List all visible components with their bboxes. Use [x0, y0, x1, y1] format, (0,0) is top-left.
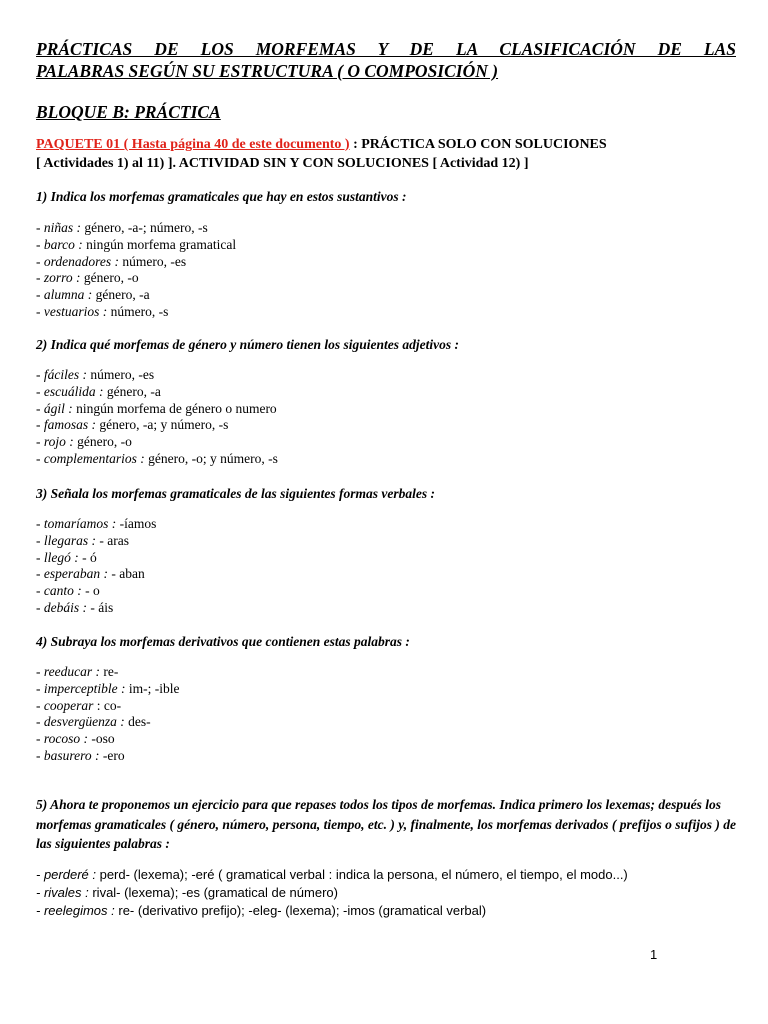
list-item	[36, 748, 179, 765]
item-answer: género, -a; y número, -s	[96, 417, 229, 433]
question-5-heading: 5) Ahora te proponemos un ejercicio para que repases todos los tipos de morfemas. Indica primero los lexemas; después los morfemas gramaticales ( género, número, persona, tiempo, etc. ) y, finalmente, los morfemas derivados ( prefijos o sufijos ) de las siguientes palabras :	[36, 797, 736, 851]
item-word: - llegó :	[36, 549, 79, 565]
item-answer: género, -o; y número, -s	[144, 450, 278, 466]
item-word: - debáis :	[36, 599, 87, 615]
item-answer: re-	[99, 664, 119, 679]
item-word: - reeducar :	[36, 664, 100, 679]
item-answer: - aras	[96, 532, 129, 548]
question-1-heading: 1) Indica los morfemas gramaticales que hay en estos sustantivos :	[36, 189, 407, 204]
item-answer: número, -es	[86, 367, 155, 382]
list-item	[36, 533, 156, 550]
list-item	[36, 902, 736, 920]
item-word: - llegaras :	[36, 532, 96, 548]
item-answer: rival- (lexema); -es (gramatical de número)	[88, 885, 338, 900]
package-label: PAQUETE 01 ( Hasta página 40 de este documento )	[36, 137, 350, 152]
page-number: 1	[650, 947, 658, 962]
item-word: - canto :	[36, 583, 82, 599]
item-word: - vestuarios :	[36, 303, 108, 319]
item-word: - tomaríamos :	[36, 516, 117, 531]
item-answer: género, -a-; número, -s	[81, 220, 208, 235]
question-2-heading: 2) Indica qué morfemas de género y número tienen los siguientes adjetivos :	[36, 337, 459, 352]
list-item	[36, 434, 278, 451]
question-1-list	[36, 220, 236, 321]
item-answer: perd- (lexema); -eré ( gramatical verbal : indica la persona, el número, el tiempo, el modo...)	[95, 867, 628, 882]
title-line-1: PRÁCTICAS DE LOS MORFEMAS Y DE LA CLASIFICACIÓN DE LAS	[36, 39, 736, 59]
item-word: - cooperar	[36, 697, 94, 713]
list-item	[36, 270, 236, 287]
list-item	[36, 367, 278, 384]
question-3-list	[36, 516, 156, 617]
list-item	[36, 254, 236, 271]
list-item	[36, 731, 179, 748]
item-answer: número, -es	[118, 253, 187, 269]
item-answer: -ero	[99, 747, 125, 763]
package-line-2: [ Actividades 1) al 11) ]. ACTIVIDAD SIN Y CON SOLUCIONES [ Actividad 12) ]	[36, 156, 529, 171]
list-item	[36, 417, 278, 434]
item-answer: género, -a	[103, 383, 161, 399]
item-answer: género, -a	[92, 287, 150, 303]
item-answer: género, -o	[73, 434, 132, 450]
item-word: - fáciles :	[36, 367, 87, 382]
item-word: - ágil :	[36, 400, 73, 416]
item-answer: des-	[124, 714, 151, 730]
item-answer: número, -s	[107, 303, 169, 319]
list-item	[36, 664, 179, 681]
item-word: - rocoso :	[36, 731, 88, 747]
item-answer: - ó	[78, 549, 97, 565]
item-word: - niñas :	[36, 220, 81, 235]
item-word: - imperceptible :	[36, 680, 126, 696]
list-item	[36, 600, 156, 617]
list-item	[36, 566, 156, 583]
list-item	[36, 866, 736, 884]
item-word: - escuálida :	[36, 383, 104, 399]
document-title	[36, 38, 736, 82]
item-word: - perderé :	[36, 867, 96, 882]
item-answer: ningún morfema de género o numero	[72, 400, 277, 416]
item-word: - alumna :	[36, 287, 93, 303]
question-4-heading: 4) Subraya los morfemas derivativos que contienen estas palabras :	[36, 634, 410, 649]
item-answer: - áis	[87, 599, 114, 615]
list-item	[36, 583, 156, 600]
item-answer: - aban	[107, 566, 145, 582]
question-2-list	[36, 367, 278, 468]
list-item	[36, 550, 156, 567]
item-word: - esperaban :	[36, 566, 108, 582]
list-item	[36, 698, 179, 715]
item-word: - reelegimos :	[36, 903, 115, 918]
list-item	[36, 237, 236, 254]
item-word: - barco :	[36, 236, 83, 252]
title-line-2: PALABRAS SEGÚN SU ESTRUCTURA ( O COMPOSICIÓN )	[36, 61, 499, 81]
item-word: - zorro :	[36, 270, 81, 286]
item-word: - rojo :	[36, 434, 74, 450]
item-word: - ordenadores :	[36, 253, 119, 269]
question-3-heading: 3) Señala los morfemas gramaticales de las siguientes formas verbales :	[36, 486, 435, 501]
item-answer: re- (derivativo prefijo); -eleg- (lexema); -imos (gramatical verbal)	[114, 903, 487, 918]
list-item	[36, 220, 236, 237]
list-item	[36, 681, 179, 698]
block-heading: BLOQUE B: PRÁCTICA	[36, 102, 221, 122]
package-note	[36, 135, 736, 173]
list-item	[36, 516, 156, 533]
item-word: - basurero :	[36, 747, 100, 763]
item-answer: im-; -ible	[125, 680, 180, 696]
list-item	[36, 451, 278, 468]
item-word: - desvergüenza :	[36, 714, 125, 730]
item-answer: -íamos	[116, 516, 157, 531]
list-item	[36, 401, 278, 418]
item-answer: ningún morfema gramatical	[82, 236, 237, 252]
item-answer: - o	[81, 583, 100, 599]
list-item	[36, 714, 179, 731]
item-answer: : co-	[93, 697, 122, 713]
item-answer: género, -o	[80, 270, 139, 286]
question-5-list	[36, 866, 736, 920]
package-rest: : PRÁCTICA SOLO CON SOLUCIONES	[349, 137, 607, 152]
item-word: - rivales :	[36, 885, 89, 900]
question-4-list	[36, 664, 179, 765]
item-word: - famosas :	[36, 417, 96, 433]
list-item	[36, 287, 236, 304]
list-item	[36, 884, 736, 902]
item-answer: -oso	[88, 731, 115, 747]
item-word: - complementarios :	[36, 450, 145, 466]
list-item	[36, 384, 278, 401]
list-item	[36, 304, 236, 321]
